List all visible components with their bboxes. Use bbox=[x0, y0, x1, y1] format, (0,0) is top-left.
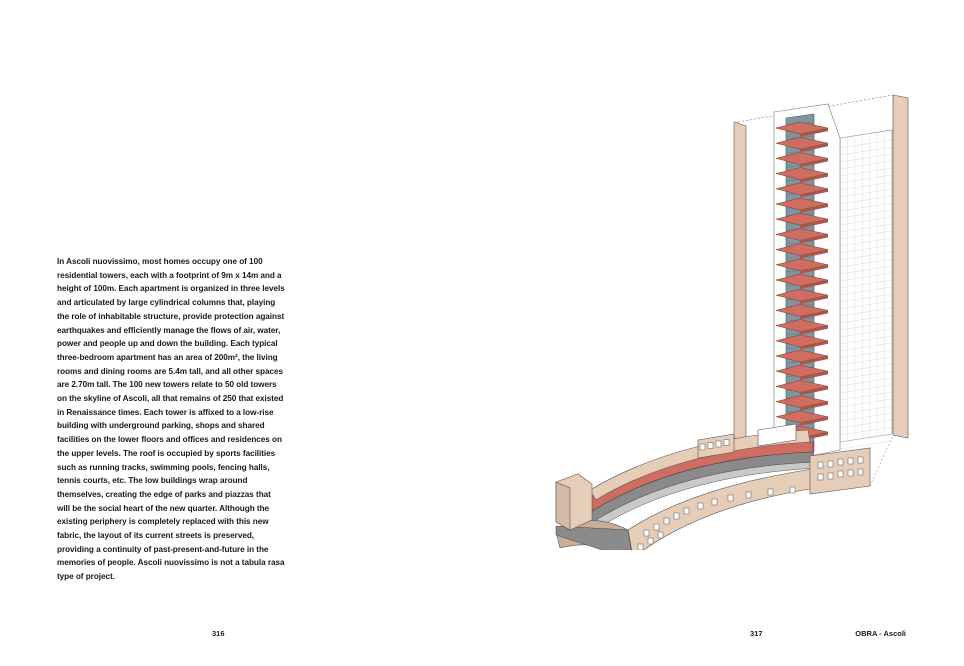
axonometric-tower-drawing bbox=[548, 90, 916, 550]
tower-right-wall bbox=[893, 95, 908, 438]
tower-left-wall bbox=[734, 122, 746, 442]
tower-grid-facade bbox=[840, 130, 892, 449]
body-paragraph: In Ascoli nuovissimo, most homes occupy one of 100 residential towers, each with a footprint of 9m x 14m and a height of 100m. Each apartment is organized in three levels and articulated by large cylindrical columns that, playing the role of inhabitable structure, provide protection against earthquakes and efficiently manage the flows of air, water, power and people up and down the building. Each typical three-bedroom apartment has an area of 200m², the living rooms and dining rooms are 5.4m tall, and all other spaces are 2.70m tall. The 100 new towers relate to 50 old towers on the skyline of Ascoli, all that remains of 250 that existed in Renaissance times. Each tower is affixed to a low-rise building with underground parking, shops and shared facilities on the lower floors and offices and residences on the upper levels. The roof is occupied by sports facilities such as running tracks, swimming pools, fencing halls, tennis courts, etc. The low buildings wrap around themselves, creating the edge of parks and piazzas that will be the social heart of the new quarter. Although the existing periphery is completely replaced with this new fabric, the layout of its current streets is preserved, providing a continuity of past-present-and-future in the memories of people. Ascoli nuovissimo is not a tabula rasa type of project. bbox=[57, 257, 285, 582]
right-page-number: 317 bbox=[750, 629, 763, 638]
footer-title: OBRA - Ascoli bbox=[855, 629, 906, 638]
left-page-number: 316 bbox=[212, 629, 225, 638]
